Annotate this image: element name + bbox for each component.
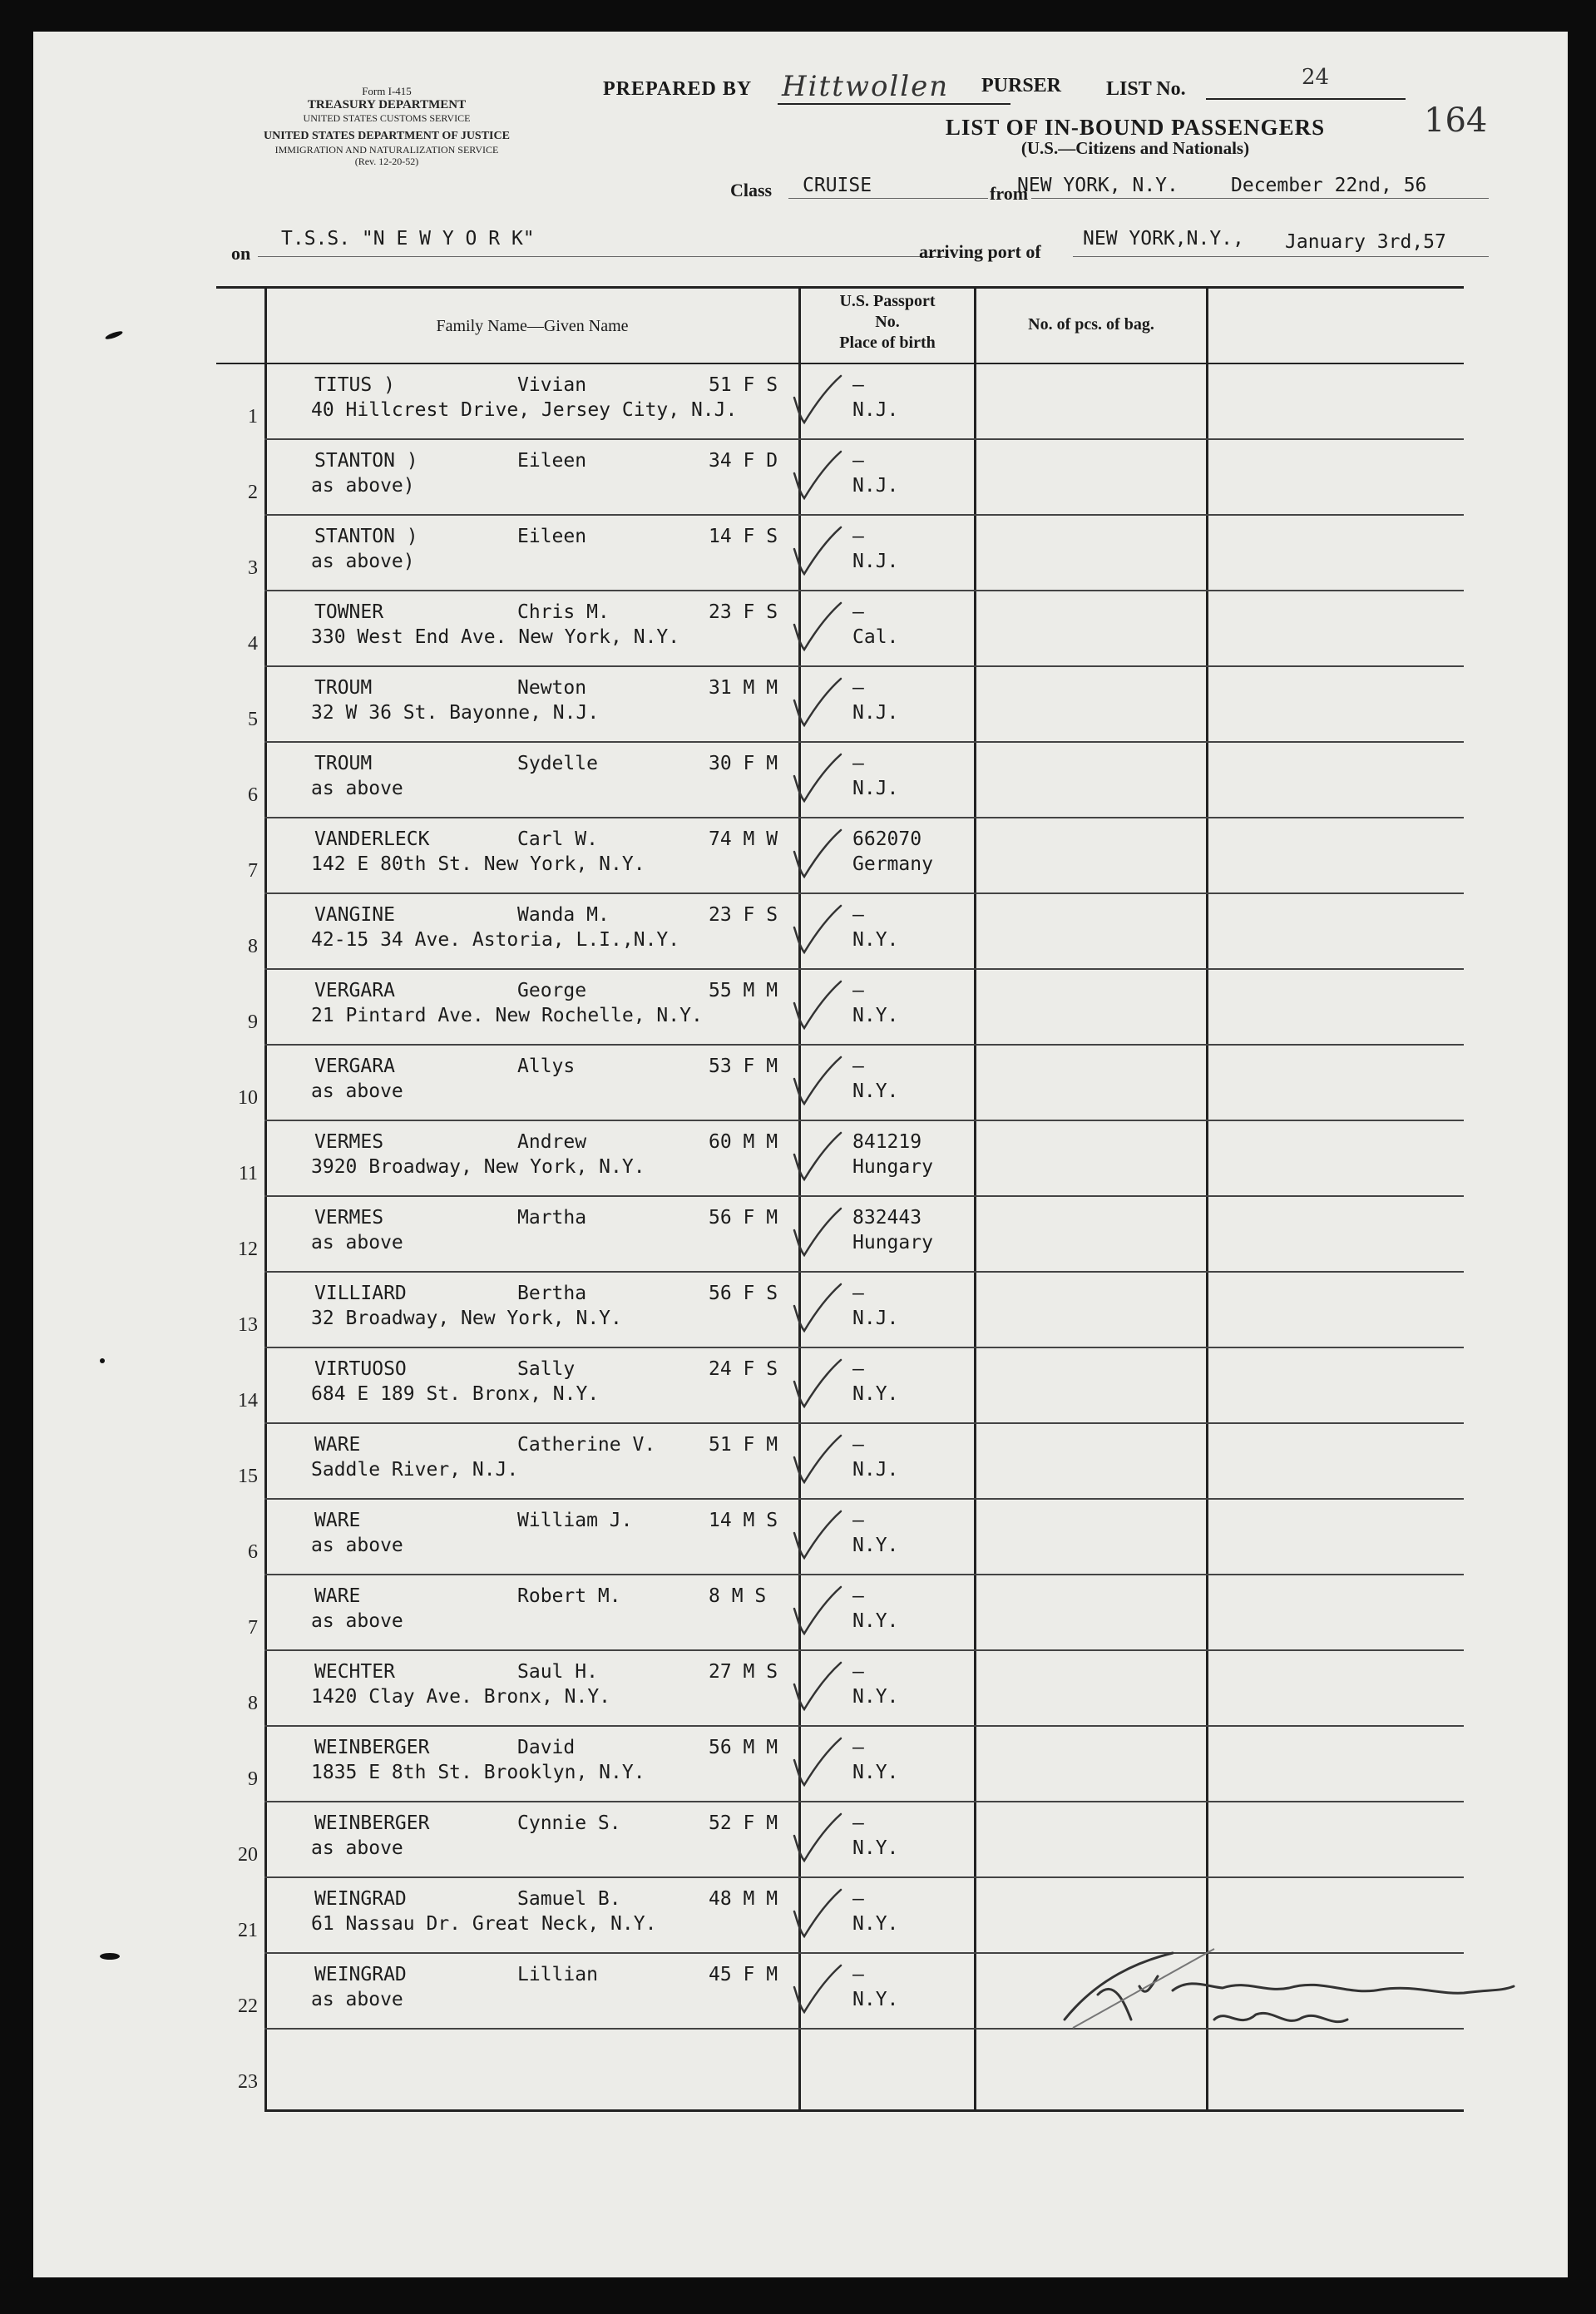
from-value: NEW YORK, N.Y.: [1017, 175, 1178, 196]
row-number: 9: [248, 1011, 258, 1033]
given-name: Bertha: [517, 1283, 587, 1304]
address: Saddle River, N.J.: [311, 1459, 519, 1481]
given-name: David: [517, 1737, 576, 1758]
place-of-birth: N.J.: [852, 702, 899, 724]
row-number: 12: [238, 1239, 258, 1260]
given-name: Chris M.: [517, 601, 610, 623]
family-name: VERGARA: [314, 1056, 395, 1077]
family-name: STANTON ): [314, 526, 418, 547]
table-row: [33, 1500, 1568, 1575]
table-row: [33, 440, 1568, 516]
table-row: [33, 1802, 1568, 1878]
check-mark-icon: [786, 1811, 844, 1869]
check-mark-icon: [786, 448, 844, 507]
given-name: Vivian: [517, 374, 587, 396]
passport-number: 662070: [852, 828, 922, 850]
family-name: TOWNER: [314, 601, 384, 623]
table-row: [33, 894, 1568, 970]
address: as above: [311, 1535, 403, 1556]
passport-number: –: [852, 1812, 864, 1834]
row-number: 10: [238, 1087, 258, 1109]
purser-label: PURSER: [981, 75, 1062, 96]
row-number: 15: [238, 1466, 258, 1487]
place-of-birth: N.Y.: [852, 1989, 899, 2010]
row-number: 6: [248, 1541, 258, 1563]
place-of-birth: N.J.: [852, 778, 899, 799]
col-header-name: Family Name—Given Name: [436, 317, 629, 335]
check-mark-icon: [786, 751, 844, 809]
age-sex-marital: 74 M W: [709, 828, 778, 850]
row-number: 11: [238, 1163, 258, 1184]
table-bottom-rule: [264, 2109, 1464, 2112]
place-of-birth: N.Y.: [852, 1005, 899, 1026]
age-sex-marital: 23 F S: [709, 904, 778, 926]
place-of-birth: Cal.: [852, 626, 899, 648]
place-of-birth: N.Y.: [852, 1837, 899, 1859]
table-row: [33, 1121, 1568, 1197]
given-name: Carl W.: [517, 828, 598, 850]
passport-number: –: [852, 1737, 864, 1758]
table-row: [33, 818, 1568, 894]
family-name: WARE: [314, 1585, 361, 1607]
given-name: Eileen: [517, 526, 587, 547]
table-row: [33, 1273, 1568, 1348]
passport-number: –: [852, 1585, 864, 1607]
ins-label: IMMIGRATION AND NATURALIZATION SERVICE: [274, 144, 499, 156]
on-label: on: [231, 243, 251, 264]
row-number: 20: [238, 1844, 258, 1866]
age-sex-marital: 48 M M: [709, 1888, 778, 1910]
passport-number: 841219: [852, 1131, 922, 1153]
check-mark-icon: [786, 1054, 844, 1112]
prepared-by-label: PREPARED BY: [603, 78, 753, 100]
row-number: 14: [238, 1390, 258, 1412]
address: as above: [311, 1610, 403, 1632]
place-of-birth: N.Y.: [852, 1913, 899, 1935]
row-number: 7: [248, 1617, 258, 1639]
passport-number: –: [852, 904, 864, 926]
address: as above: [311, 1080, 403, 1102]
given-name: Eileen: [517, 450, 587, 472]
check-mark-icon: [786, 675, 844, 734]
arriving-label: arriving port of: [919, 241, 1041, 262]
given-name: Sally: [517, 1358, 576, 1380]
place-of-birth: N.Y.: [852, 1686, 899, 1708]
passport-number: –: [852, 450, 864, 472]
passport-number: 832443: [852, 1207, 922, 1229]
place-of-birth: N.Y.: [852, 929, 899, 951]
arriving-date: January 3rd,57: [1285, 231, 1446, 253]
check-mark-icon: [786, 1962, 844, 2020]
address: as above: [311, 778, 403, 799]
passport-number: –: [852, 1964, 864, 1985]
address: 32 Broadway, New York, N.Y.: [311, 1308, 622, 1329]
col-header-bags: No. of pcs. of bag.: [1028, 315, 1154, 334]
address: as above: [311, 1989, 403, 2010]
from-date: December 22nd, 56: [1231, 175, 1427, 196]
customs-label: UNITED STATES CUSTOMS SERVICE: [303, 112, 471, 124]
prepared-by-name: Hittwollen: [782, 70, 950, 103]
treasury-label: TREASURY DEPARTMENT: [307, 98, 467, 111]
age-sex-marital: 24 F S: [709, 1358, 778, 1380]
arriving-value: NEW YORK,N.Y.,: [1083, 228, 1244, 250]
age-sex-marital: 30 F M: [709, 753, 778, 774]
passport-number: –: [852, 677, 864, 699]
family-name: VERGARA: [314, 980, 395, 1001]
given-name: Wanda M.: [517, 904, 610, 926]
address: 21 Pintard Ave. New Rochelle, N.Y.: [311, 1005, 703, 1026]
age-sex-marital: 8 M S: [709, 1585, 767, 1607]
list-no-value: 24: [1302, 65, 1330, 90]
address: as above): [311, 551, 415, 572]
list-subtitle: (U.S.—Citizens and Nationals): [1020, 138, 1250, 158]
check-mark-icon: [786, 1130, 844, 1188]
place-of-birth: N.J.: [852, 475, 899, 497]
age-sex-marital: 14 M S: [709, 1510, 778, 1531]
given-name: Andrew: [517, 1131, 587, 1153]
margin-mark: [100, 1358, 105, 1363]
check-mark-icon: [786, 827, 844, 885]
place-of-birth: N.Y.: [852, 1383, 899, 1405]
row-number: 21: [238, 1920, 258, 1941]
age-sex-marital: 34 F D: [709, 450, 778, 472]
col-header-passport: U.S. Passport No. Place of birth: [839, 292, 936, 352]
table-row: [33, 1727, 1568, 1802]
age-sex-marital: 14 F S: [709, 526, 778, 547]
passport-number: –: [852, 1283, 864, 1304]
family-name: VILLIARD: [314, 1283, 407, 1304]
given-name: Newton: [517, 677, 587, 699]
table-row: [33, 1348, 1568, 1424]
check-mark-icon: [786, 524, 844, 582]
table-top-rule: [216, 286, 1464, 289]
address: 3920 Broadway, New York, N.Y.: [311, 1156, 645, 1178]
age-sex-marital: 56 F M: [709, 1207, 778, 1229]
passport-number: –: [852, 753, 864, 774]
check-mark-icon: [786, 1659, 844, 1718]
row-number: 8: [248, 1693, 258, 1714]
given-name: Lillian: [517, 1964, 598, 1985]
class-label: Class: [730, 180, 773, 200]
address: 142 E 80th St. New York, N.Y.: [311, 853, 645, 875]
list-title: LIST OF IN-BOUND PASSENGERS: [945, 115, 1326, 140]
row-number: 5: [248, 709, 258, 730]
family-name: VANGINE: [314, 904, 395, 926]
age-sex-marital: 56 F S: [709, 1283, 778, 1304]
row-number: 6: [248, 784, 258, 806]
address: 684 E 189 St. Bronx, N.Y.: [311, 1383, 600, 1405]
row-number: 22: [238, 1995, 258, 2017]
passport-number: –: [852, 1888, 864, 1910]
table-row: [33, 667, 1568, 743]
address: 32 W 36 St. Bayonne, N.J.: [311, 702, 600, 724]
place-of-birth: N.Y.: [852, 1610, 899, 1632]
check-mark-icon: [786, 1886, 844, 1945]
check-mark-icon: [786, 1735, 844, 1793]
table-row: [33, 516, 1568, 591]
address: as above: [311, 1837, 403, 1859]
passport-number: –: [852, 601, 864, 623]
address: as above): [311, 475, 415, 497]
place-of-birth: N.Y.: [852, 1762, 899, 1783]
document-page: [33, 32, 1568, 2277]
row-number: 8: [248, 936, 258, 957]
from-label: from: [990, 183, 1029, 204]
signature-scrawl: [1048, 1928, 1547, 2069]
address: 61 Nassau Dr. Great Neck, N.Y.: [311, 1913, 657, 1935]
address: 1420 Clay Ave. Bronx, N.Y.: [311, 1686, 611, 1708]
check-mark-icon: [786, 902, 844, 961]
ship-name: T.S.S. "N E W Y O R K": [281, 228, 535, 250]
address: 40 Hillcrest Drive, Jersey City, N.J.: [311, 399, 738, 421]
family-name: TROUM: [314, 677, 373, 699]
given-name: Samuel B.: [517, 1888, 621, 1910]
check-mark-icon: [786, 1357, 844, 1415]
table-row: [33, 591, 1568, 667]
row-number: 7: [248, 860, 258, 882]
passport-number: –: [852, 1358, 864, 1380]
family-name: VANDERLECK: [314, 828, 430, 850]
passport-number: –: [852, 1056, 864, 1077]
given-name: Robert M.: [517, 1585, 621, 1607]
table-row: [33, 743, 1568, 818]
place-of-birth: N.J.: [852, 551, 899, 572]
place-of-birth: Hungary: [852, 1156, 933, 1178]
place-of-birth: N.J.: [852, 1308, 899, 1329]
justice-label: UNITED STATES DEPARTMENT OF JUSTICE: [264, 130, 510, 142]
age-sex-marital: 31 M M: [709, 677, 778, 699]
place-of-birth: Germany: [852, 853, 933, 875]
check-mark-icon: [786, 1205, 844, 1263]
table-row: [33, 970, 1568, 1046]
class-value: CRUISE: [803, 175, 872, 196]
row-number: 3: [248, 557, 258, 579]
family-name: TITUS ): [314, 374, 395, 396]
check-mark-icon: [786, 1584, 844, 1642]
family-name: STANTON ): [314, 450, 418, 472]
age-sex-marital: 56 M M: [709, 1737, 778, 1758]
family-name: WEINGRAD: [314, 1964, 407, 1985]
place-of-birth: N.J.: [852, 1459, 899, 1481]
family-name: WARE: [314, 1510, 361, 1531]
table-row: [33, 1575, 1568, 1651]
list-no-label: LIST No.: [1106, 78, 1186, 100]
given-name: Saul H.: [517, 1661, 598, 1683]
age-sex-marital: 55 M M: [709, 980, 778, 1001]
family-name: WARE: [314, 1434, 361, 1456]
place-of-birth: N.J.: [852, 399, 899, 421]
check-mark-icon: [786, 1432, 844, 1491]
family-name: VIRTUOSO: [314, 1358, 407, 1380]
age-sex-marital: 45 F M: [709, 1964, 778, 1985]
margin-mark: [100, 1953, 120, 1960]
family-name: TROUM: [314, 753, 373, 774]
given-name: Martha: [517, 1207, 587, 1229]
row-number: 23: [238, 2071, 258, 2093]
table-row: [33, 1651, 1568, 1727]
age-sex-marital: 23 F S: [709, 601, 778, 623]
address: as above: [311, 1232, 403, 1253]
given-name: Cynnie S.: [517, 1812, 621, 1834]
family-name: VERMES: [314, 1131, 384, 1153]
check-mark-icon: [786, 1508, 844, 1566]
passport-number: –: [852, 1661, 864, 1683]
place-of-birth: Hungary: [852, 1232, 933, 1253]
row-number: 4: [248, 633, 258, 655]
passport-number: –: [852, 1510, 864, 1531]
passport-number: –: [852, 980, 864, 1001]
passport-number: –: [852, 526, 864, 547]
address: 42-15 34 Ave. Astoria, L.I.,N.Y.: [311, 929, 680, 951]
place-of-birth: N.Y.: [852, 1080, 899, 1102]
age-sex-marital: 52 F M: [709, 1812, 778, 1834]
given-name: William J.: [517, 1510, 633, 1531]
check-mark-icon: [786, 600, 844, 658]
given-name: Allys: [517, 1056, 576, 1077]
family-name: WEINBERGER: [314, 1737, 430, 1758]
age-sex-marital: 53 F M: [709, 1056, 778, 1077]
given-name: George: [517, 980, 587, 1001]
form-number: Form I-415: [362, 85, 412, 97]
row-number: 9: [248, 1768, 258, 1790]
page-number: 164: [1424, 101, 1488, 140]
family-name: VERMES: [314, 1207, 384, 1229]
row-number: 1: [248, 406, 258, 428]
given-name: Sydelle: [517, 753, 598, 774]
table-row: [33, 364, 1568, 440]
age-sex-marital: 27 M S: [709, 1661, 778, 1683]
place-of-birth: N.Y.: [852, 1535, 899, 1556]
passport-number: –: [852, 374, 864, 396]
age-sex-marital: 51 F M: [709, 1434, 778, 1456]
family-name: WECHTER: [314, 1661, 395, 1683]
table-row: [33, 1046, 1568, 1121]
check-mark-icon: [786, 1281, 844, 1339]
family-name: WEINGRAD: [314, 1888, 407, 1910]
address: 330 West End Ave. New York, N.Y.: [311, 626, 680, 648]
check-mark-icon: [786, 978, 844, 1036]
row-number: 2: [248, 482, 258, 503]
age-sex-marital: 60 M M: [709, 1131, 778, 1153]
check-mark-icon: [786, 373, 844, 431]
given-name: Catherine V.: [517, 1434, 656, 1456]
passport-number: –: [852, 1434, 864, 1456]
row-number: 13: [238, 1314, 258, 1336]
rev-label: (Rev. 12-20-52): [354, 156, 419, 167]
age-sex-marital: 51 F S: [709, 374, 778, 396]
family-name: WEINBERGER: [314, 1812, 430, 1834]
table-row: [33, 1424, 1568, 1500]
address: 1835 E 8th St. Brooklyn, N.Y.: [311, 1762, 645, 1783]
table-row: [33, 1197, 1568, 1273]
